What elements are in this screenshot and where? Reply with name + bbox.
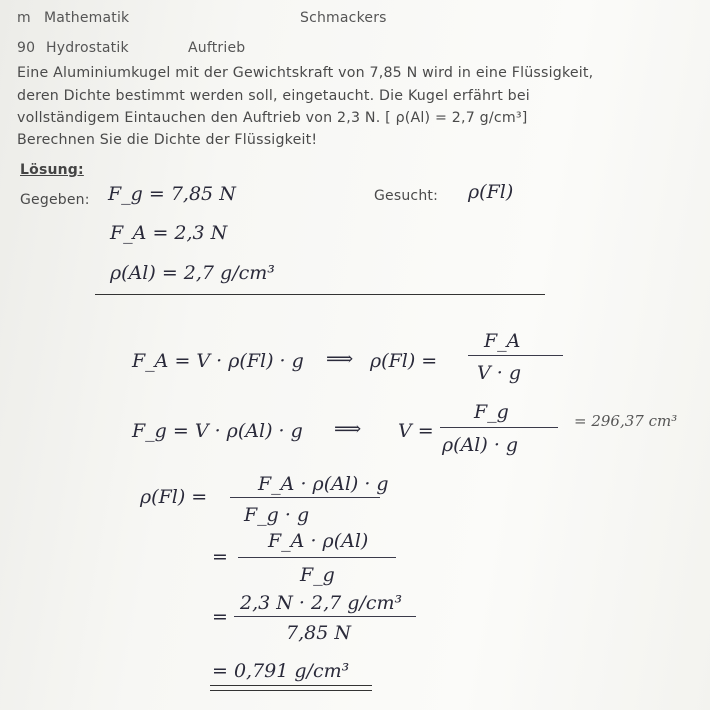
eq1-buoyancy: F_A = V · ρ(Fl) · g	[132, 350, 304, 372]
eq2-result-lhs: V =	[398, 420, 434, 442]
result-underline	[210, 690, 372, 691]
eq1-numerator: F_A	[484, 330, 521, 352]
result-underline	[210, 685, 372, 686]
step3-equals: =	[212, 606, 228, 628]
step3-numerator: 2,3 N · 2,7 g/cm³	[240, 592, 403, 614]
step2-denominator: F_g	[300, 564, 335, 586]
separator-line	[95, 294, 545, 295]
fraction-bar	[230, 497, 380, 498]
fraction-bar	[238, 557, 396, 558]
given-aluminium-density: ρ(Al) = 2,7 g/cm³	[110, 262, 275, 284]
step3-denominator: 7,85 N	[286, 622, 351, 644]
implies-arrow: ⟹	[326, 348, 354, 370]
step1-lhs: ρ(Fl) =	[140, 486, 208, 508]
eq2-numerator: F_g	[474, 401, 509, 423]
author: Schmackers	[300, 10, 387, 26]
subject-code: m	[17, 10, 31, 26]
step1-denominator: F_g · g	[244, 504, 310, 526]
wanted-label: Gesucht:	[374, 188, 439, 204]
problem-line: vollständigem Eintauchen den Auftrieb von 2,3 N. [ ρ(Al) = 2,7 g/cm³]	[17, 110, 528, 126]
result-value: = 0,791 g/cm³	[212, 660, 350, 682]
topic-number: 90	[17, 40, 36, 56]
subject: Mathematik	[44, 10, 130, 26]
step2-equals: =	[212, 546, 228, 568]
eq2-denominator: ρ(Al) · g	[442, 434, 519, 456]
implies-arrow: ⟹	[334, 418, 362, 440]
wanted-fluid-density: ρ(Fl)	[468, 181, 514, 203]
subtopic: Auftrieb	[188, 40, 246, 56]
topic: Hydrostatik	[46, 40, 129, 56]
solution-heading: Lösung:	[20, 162, 84, 178]
volume-note: = 296,37 cm³	[574, 412, 678, 430]
fraction-bar	[468, 355, 563, 356]
given-buoyancy-force: F_A = 2,3 N	[110, 222, 228, 244]
fraction-bar	[234, 616, 416, 617]
problem-line: Berechnen Sie die Dichte der Flüssigkeit!	[17, 132, 318, 148]
eq2-weight: F_g = V · ρ(Al) · g	[132, 420, 303, 442]
step1-numerator: F_A · ρ(Al) · g	[258, 473, 389, 495]
step2-numerator: F_A · ρ(Al)	[268, 530, 369, 552]
eq1-denominator: V · g	[477, 362, 522, 384]
problem-line: deren Dichte bestimmt werden soll, eingetaucht. Die Kugel erfährt bei	[17, 88, 530, 104]
given-weight-force: F_g = 7,85 N	[108, 183, 236, 205]
problem-line: Eine Aluminiumkugel mit der Gewichtskraft von 7,85 N wird in eine Flüssigkeit,	[17, 65, 594, 81]
eq1-result-lhs: ρ(Fl) =	[370, 350, 438, 372]
fraction-bar	[440, 427, 558, 428]
given-label: Gegeben:	[20, 192, 90, 208]
